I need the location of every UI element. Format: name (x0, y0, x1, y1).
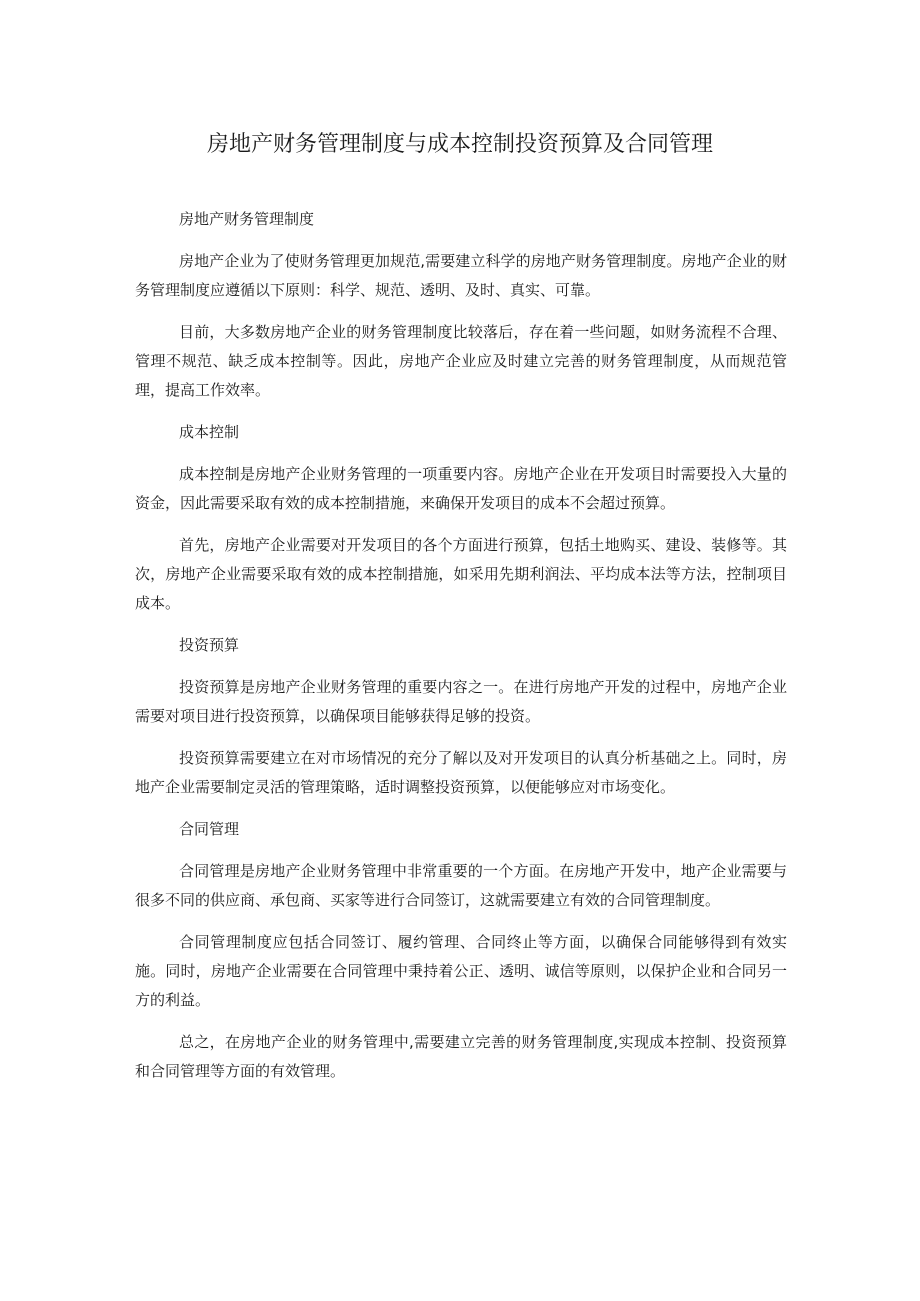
paragraph: 目前，大多数房地产企业的财务管理制度比较落后，存在着一些问题，如财务流程不合理、管理不规范、缺乏成本控制等。因此，房地产企业应及时建立完善的财务管理制度，从而规范管理，提高工作效率。 (135, 323, 787, 399)
document-title: 房地产财务管理制度与成本控制投资预算及合同管理 (206, 132, 713, 157)
document-body (135, 205, 787, 1099)
paragraph: 合同管理是房地产企业财务管理中非常重要的一个方面。在房地产开发中，地产企业需要与很多不同的供应商、承包商、买家等进行合同签订，这就需要建立有效的合同管理制度。 (135, 862, 787, 909)
paragraph: 投资预算需要建立在对市场情况的充分了解以及对开发项目的认真分析基础之上。同时，房地产企业需要制定灵活的管理策略，适时调整投资预算，以便能够应对市场变化。 (135, 749, 787, 796)
paragraph: 成本控制是房地产企业财务管理的一项重要内容。房地产企业在开发项目时需要投入大量的资金，因此需要采取有效的成本控制措施，来确保开发项目的成本不会超过预算。 (135, 465, 787, 512)
paragraph: 合同管理制度应包括合同签订、履约管理、合同终止等方面，以确保合同能够得到有效实施。同时，房地产企业需要在合同管理中秉持着公正、透明、诚信等原则，以保护企业和合同另一方的利益。 (135, 933, 787, 1009)
section-heading: 成本控制 (179, 423, 240, 441)
paragraph: 总之，在房地产企业的财务管理中,需要建立完善的财务管理制度,实现成本控制、投资预算和合同管理等方面的有效管理。 (135, 1033, 787, 1080)
section-heading: 房地产财务管理制度 (179, 210, 315, 228)
section-heading: 投资预算 (179, 636, 240, 654)
section-heading: 合同管理 (179, 820, 240, 838)
paragraph: 房地产企业为了使财务管理更加规范,需要建立科学的房地产财务管理制度。房地产企业的财务管理制度应遵循以下原则：科学、规范、透明、及时、真实、可靠。 (135, 252, 787, 299)
paragraph: 投资预算是房地产企业财务管理的重要内容之一。在进行房地产开发的过程中，房地产企业需要对项目进行投资预算，以确保项目能够获得足够的投资。 (135, 678, 787, 725)
paragraph: 首先，房地产企业需要对开发项目的各个方面进行预算，包括土地购买、建设、装修等。其次，房地产企业需要采取有效的成本控制措施，如采用先期利润法、平均成本法等方法，控制项目成本。 (135, 536, 787, 612)
